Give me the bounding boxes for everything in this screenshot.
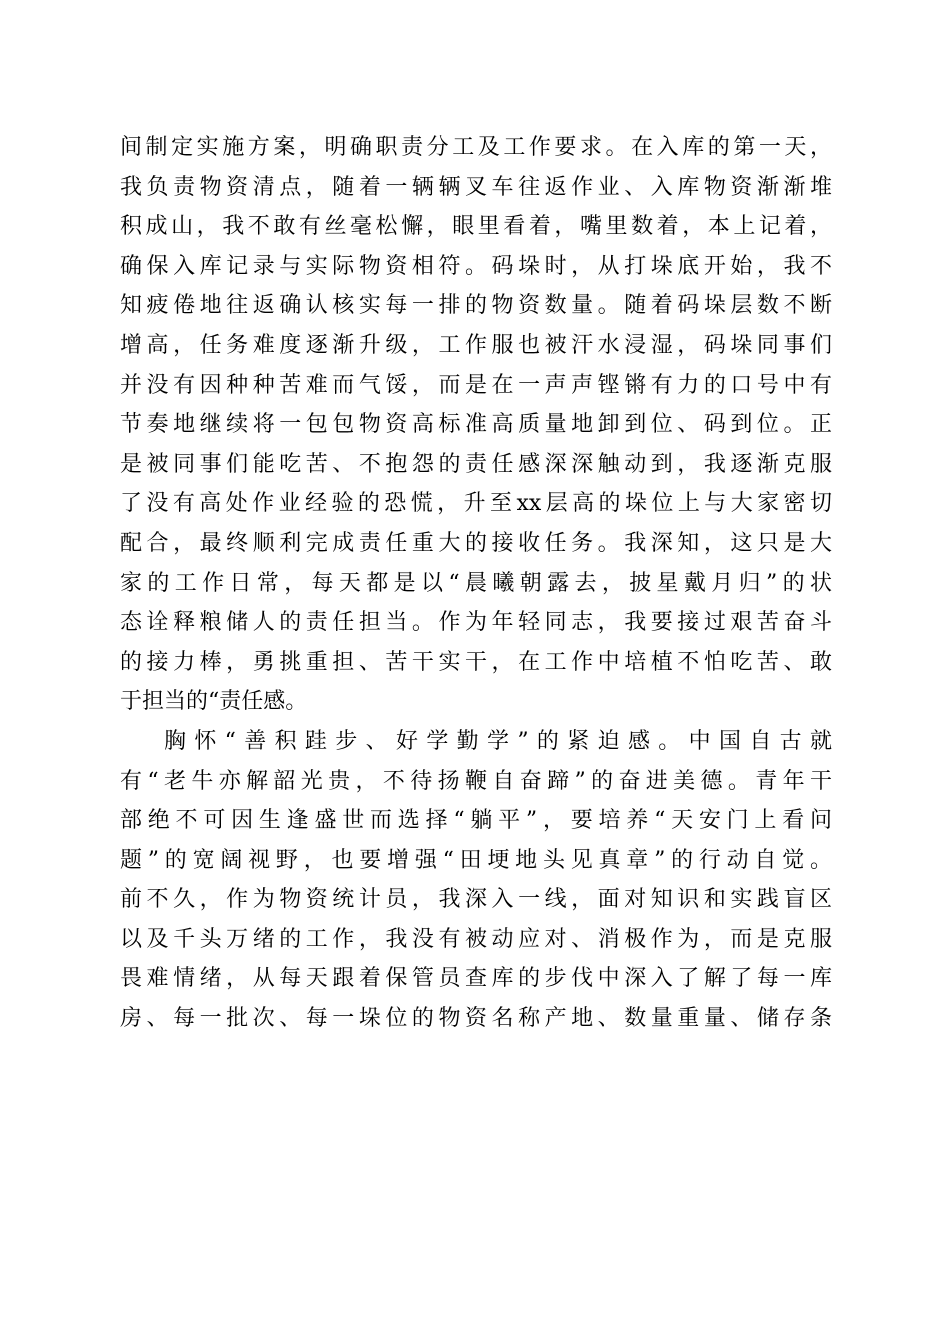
text-line: 有“老牛亦解韶光贵，不待扬鞭自奋蹄”的奋进美德。青年干 [120, 768, 832, 794]
text-line: 是被同事们能吃苦、不抱怨的责任感深深触动到，我逐渐克服 [120, 451, 832, 477]
text-line: 配合，最终顺利完成责任重大的接收任务。我深知，这只是大 [120, 530, 832, 556]
text-line: 我负责物资清点，随着一辆辆叉车往返作业、入库物资渐渐堆 [120, 174, 832, 200]
text-line: 态诠释粮储人的责任担当。作为年轻同志，我要接过艰苦奋斗 [120, 610, 832, 636]
text-line: 前不久，作为物资统计员，我深入一线，面对知识和实践盲区 [120, 887, 832, 913]
text-line: 部绝不可因生逢盛世而选择“躺平”，要培养“天安门上看问 [120, 808, 832, 834]
text-line: 并没有因种种苦难而气馁，而是在一声声铿锵有力的口号中有 [120, 372, 832, 398]
text-line: 于担当的“责任感。 [120, 689, 308, 715]
text-line: 增高，任务难度逐渐升级，工作服也被汗水浸湿，码垛同事们 [120, 332, 832, 358]
paragraph-2 [120, 722, 832, 1039]
text-line: 畏难情绪，从每天跟着保管员查库的步伐中深入了解了每一库 [120, 966, 832, 992]
text-line: 确保入库记录与实际物资相符。码垛时，从打垛底开始，我不 [120, 253, 832, 279]
text-line: 节奏地继续将一包包物资高标准高质量地卸到位、码到位。正 [120, 412, 832, 438]
text-line: 的接力棒，勇挑重担、苦干实干，在工作中培植不怕吃苦、敢 [120, 649, 832, 675]
text-line: 间制定实施方案，明确职责分工及工作要求。在入库的第一天， [120, 135, 832, 160]
text-line: 家的工作日常，每天都是以“晨曦朝露去，披星戴月归”的状 [120, 570, 832, 596]
text-line: 题”的宽阔视野，也要增强“田埂地头见真章”的行动自觉。 [120, 847, 832, 873]
paragraph-1 [120, 128, 832, 722]
body-text [120, 128, 832, 1039]
text-line: 了没有高处作业经验的恐慌，升至xx层高的垛位上与大家密切 [120, 491, 832, 517]
text-line: 知疲倦地往返确认核实每一排的物资数量。随着码垛层数不断 [120, 293, 832, 319]
text-line: 积成山，我不敢有丝毫松懈，眼里看着，嘴里数着，本上记着， [120, 214, 832, 240]
text-line: 以及千头万绪的工作，我没有被动应对、消极作为，而是克服 [120, 926, 832, 952]
text-line: 房、每一批次、每一垛位的物资名称产地、数量重量、储存条 [120, 1006, 832, 1032]
text-line: 胸怀“善积跬步、好学勤学”的紧迫感。中国自古就 [164, 728, 832, 754]
